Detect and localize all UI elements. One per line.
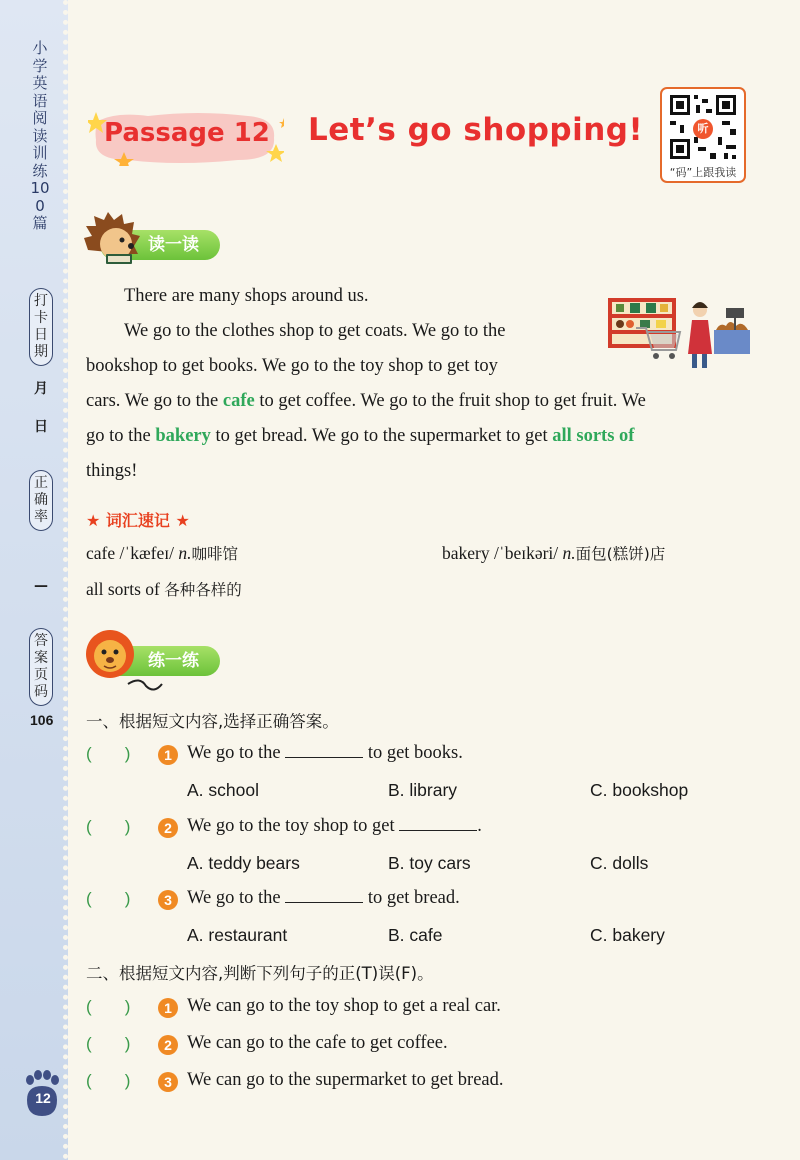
vocab-item-cafe: [86, 542, 238, 564]
passage-line-2: We go to the clothes shop to get coats. We go to the: [124, 321, 506, 341]
text-segment: to get coffee. We go to the fruit shop to get fruit. We: [254, 391, 646, 411]
answer-paren-tf-1[interactable]: ( ): [86, 997, 131, 1016]
answer-blank[interactable]: [285, 743, 363, 758]
day-label: 日: [34, 419, 48, 435]
option-a[interactable]: A. restaurant: [187, 925, 288, 945]
question-text: to get bread.: [363, 888, 460, 908]
option-c[interactable]: C. dolls: [590, 853, 649, 873]
vocab-phonetic: /ˈkæfeɪ/: [119, 543, 174, 563]
question-2-text: [187, 816, 482, 837]
vocab-pos: n.: [562, 543, 576, 563]
question-3-text: [187, 888, 460, 909]
vocab-heading: ★ 词汇速记 ★: [86, 511, 190, 530]
answer-blank[interactable]: [285, 888, 363, 903]
read-section-tag: 读一读: [100, 230, 220, 260]
question-1-text: [187, 743, 463, 764]
text-segment: go to the: [86, 426, 156, 446]
qr-badge: 听: [697, 122, 709, 135]
answer-page-number: 106: [30, 712, 54, 728]
vocab-meaning: 咖啡馆: [191, 545, 238, 563]
tf-question-2: We can go to the cafe to get coffee.: [187, 1033, 448, 1053]
part1-heading: 一、根据短文内容,选择正确答案。: [86, 712, 339, 731]
vocab-phonetic: /ˈbeɪkəri/: [494, 543, 559, 563]
text-segment: to get bread. We go to the supermarket to get: [210, 426, 553, 446]
option-b[interactable]: B. toy cars: [388, 853, 471, 873]
option-c[interactable]: C. bookshop: [590, 780, 689, 800]
passage-line-4: [86, 384, 646, 419]
passage-line-3: bookshop to get books. We go to the toy shop to get toy: [86, 356, 498, 376]
vocab-meaning: 各种各样的: [164, 581, 242, 599]
page-title: Let’s go shopping!: [308, 112, 644, 148]
question-text: .: [477, 816, 482, 836]
answer-paren-1[interactable]: ( ): [86, 744, 131, 763]
passage-line-5: [86, 419, 634, 454]
answer-blank[interactable]: [399, 816, 477, 831]
question-number: 2: [158, 1035, 178, 1055]
vocab-word: bakery: [442, 543, 490, 563]
vocab-meaning: 面包(糕饼)店: [575, 545, 666, 563]
question-number: 1: [158, 998, 178, 1018]
qr-caption: “码”上跟我读: [669, 166, 737, 179]
vocab-word: all sorts of: [86, 579, 160, 599]
vocab-highlight-all-sorts-of: all sorts of: [552, 426, 635, 446]
vocab-word: cafe: [86, 543, 116, 563]
practice-section-tag: 练一练: [100, 646, 220, 676]
text-segment: cars. We go to the: [86, 391, 223, 411]
answer-paren-2[interactable]: ( ): [86, 817, 131, 836]
tf-question-1: We can go to the toy shop to get a real car.: [187, 996, 501, 1016]
answer-paren-tf-2[interactable]: ( ): [86, 1034, 131, 1053]
option-a[interactable]: A. teddy bears: [187, 853, 300, 873]
month-label: 月: [34, 381, 48, 397]
accuracy-dash: —: [34, 578, 48, 594]
question-text: to get books.: [363, 743, 463, 763]
answer-page-label: 答案页码: [29, 628, 53, 706]
hedgehog-reading-icon: [82, 210, 144, 272]
lion-icon: [84, 624, 164, 694]
option-b[interactable]: B. library: [388, 780, 458, 800]
vocab-highlight-cafe: cafe: [222, 391, 255, 411]
option-b[interactable]: B. cafe: [388, 925, 443, 945]
accuracy-label: 正确率: [29, 470, 53, 531]
option-a[interactable]: A. school: [187, 780, 259, 800]
book-title: 小学英语阅读训练100篇: [30, 39, 50, 232]
answer-paren-tf-3[interactable]: ( ): [86, 1071, 131, 1090]
question-number: 2: [158, 818, 178, 838]
option-c[interactable]: C. bakery: [590, 925, 665, 945]
answer-paren-3[interactable]: ( ): [86, 889, 131, 908]
passage-line-6: things!: [86, 461, 138, 481]
vocab-highlight-bakery: bakery: [155, 426, 211, 446]
page-number: 12: [35, 1090, 51, 1106]
question-number: 1: [158, 745, 178, 765]
passage-line-1: There are many shops around us.: [124, 286, 369, 306]
vocab-item-bakery: [442, 542, 665, 564]
tf-question-3: We can go to the supermarket to get bread.: [187, 1070, 504, 1090]
vocab-item-all-sorts-of: [86, 578, 242, 600]
question-text: We go to the toy shop to get: [187, 816, 400, 836]
part2-heading: 二、根据短文内容,判断下列句子的正(T)误(F)。: [86, 964, 434, 983]
checkin-date-label: 打卡日期: [29, 288, 53, 366]
question-text: We go to the: [187, 888, 286, 908]
shopping-illustration: [606, 294, 752, 372]
passage-label: Passage 12: [104, 118, 270, 148]
question-number: 3: [158, 890, 178, 910]
question-text: We go to the: [187, 743, 286, 763]
question-number: 3: [158, 1072, 178, 1092]
vocab-pos: n.: [178, 543, 192, 563]
